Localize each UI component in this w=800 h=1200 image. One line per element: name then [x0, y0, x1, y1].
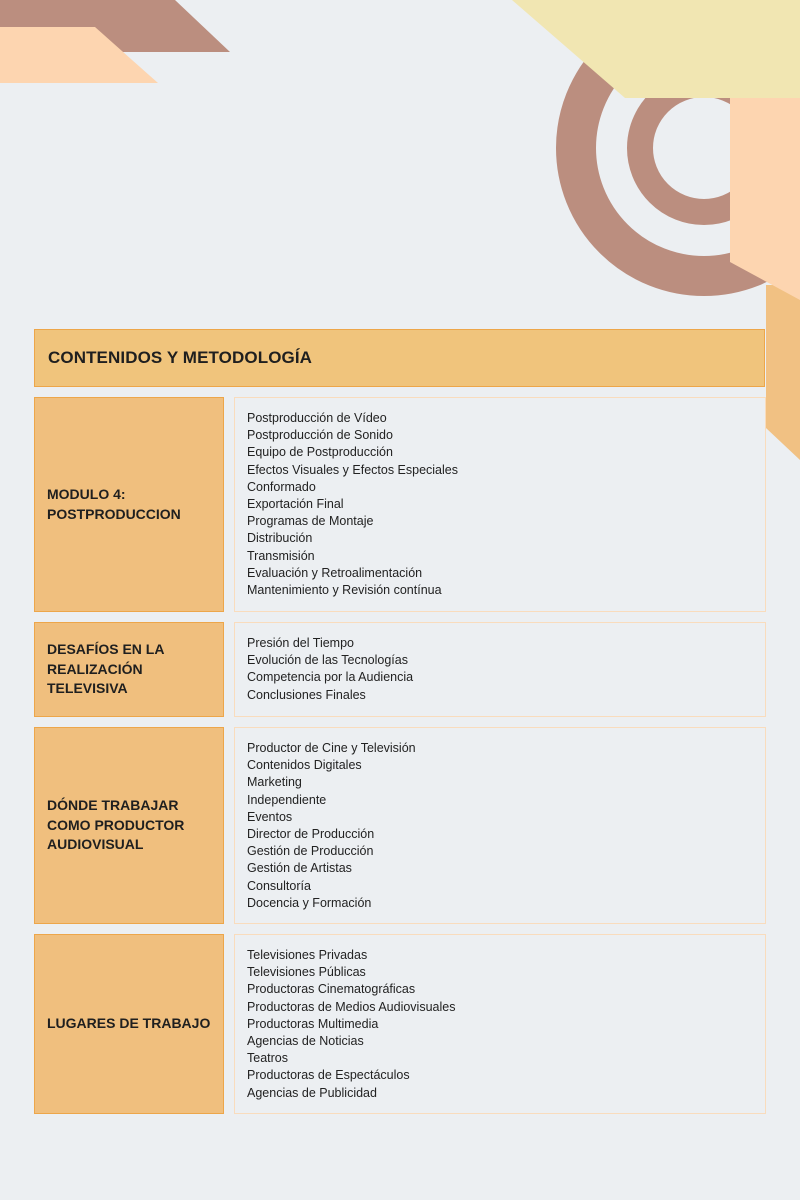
section-label-text: DESAFÍOS EN LA REALIZACIÓN TELEVISIVA	[47, 641, 165, 697]
list-item: Productor de Cine y Televisión	[247, 741, 416, 755]
list-item: Productoras de Espectáculos	[247, 1068, 410, 1083]
section-label-text: LUGARES DE TRABAJO	[47, 1015, 211, 1032]
list-item: Productoras Cinematográficas	[247, 982, 416, 997]
list-item: Evaluación y Retroalimentación	[247, 565, 423, 580]
section-label-text: MODULO 4: POSTPRODUCCION	[47, 486, 181, 522]
list-item: Distribución	[247, 531, 313, 546]
list-item: Docencia y Formación	[247, 895, 372, 910]
deco-orange-band-right	[766, 285, 800, 460]
list-item: Teatros	[247, 1051, 288, 1066]
list-item: Eventos	[247, 809, 293, 824]
list-item: Agencias de Noticias	[247, 1034, 364, 1049]
list-item: Programas de Montaje	[247, 514, 374, 529]
section-label-donde-trabajar	[34, 727, 224, 924]
list-item: Conformado	[247, 479, 316, 494]
page-title: CONTENIDOS Y METODOLOGÍA	[48, 348, 313, 367]
section-label-text: DÓNDE TRABAJAR COMO PRODUCTOR AUDIOVISUAL	[47, 797, 185, 853]
section-list-lugares-de-trabajo	[234, 934, 766, 1114]
section-list-donde-trabajar	[234, 727, 766, 924]
list-item: Presión del Tiempo	[247, 636, 355, 650]
list-item: Gestión de Artistas	[247, 861, 352, 876]
list-item: Televisiones Privadas	[247, 948, 368, 962]
list-item: Exportación Final	[247, 497, 344, 512]
list-item: Efectos Visuales y Efectos Especiales	[247, 462, 458, 477]
list-item: Postproducción de Sonido	[247, 428, 393, 443]
list-item: Equipo de Postproducción	[247, 445, 393, 460]
section-label-lugares-de-trabajo	[34, 934, 224, 1114]
list-item: Televisiones Públicas	[247, 965, 366, 980]
section-list-modulo-4	[234, 397, 766, 612]
section-label-modulo-4	[34, 397, 224, 612]
section-label-desafios	[34, 622, 224, 717]
list-item: Postproducción de Vídeo	[247, 411, 387, 425]
list-item: Contenidos Digitales	[247, 758, 362, 773]
list-item: Productoras de Medios Audiovisuales	[247, 999, 456, 1014]
list-item: Mantenimiento y Revisión contínua	[247, 583, 442, 598]
list-item: Agencias de Publicidad	[247, 1085, 377, 1100]
list-item: Director de Producción	[247, 827, 375, 842]
section-list-desafios	[234, 622, 766, 717]
list-item: Gestión de Producción	[247, 844, 374, 859]
deco-cream-shape-top-right	[512, 0, 800, 98]
list-item: Transmisión	[247, 548, 315, 563]
list-item: Evolución de las Tecnologías	[247, 653, 408, 668]
list-item: Marketing	[247, 775, 302, 790]
list-item: Competencia por la Audiencia	[247, 670, 414, 685]
section-header	[34, 329, 765, 387]
list-item: Consultoría	[247, 878, 311, 893]
list-item: Independiente	[247, 792, 327, 807]
list-item: Productoras Multimedia	[247, 1016, 379, 1031]
list-item: Conclusiones Finales	[247, 687, 366, 702]
